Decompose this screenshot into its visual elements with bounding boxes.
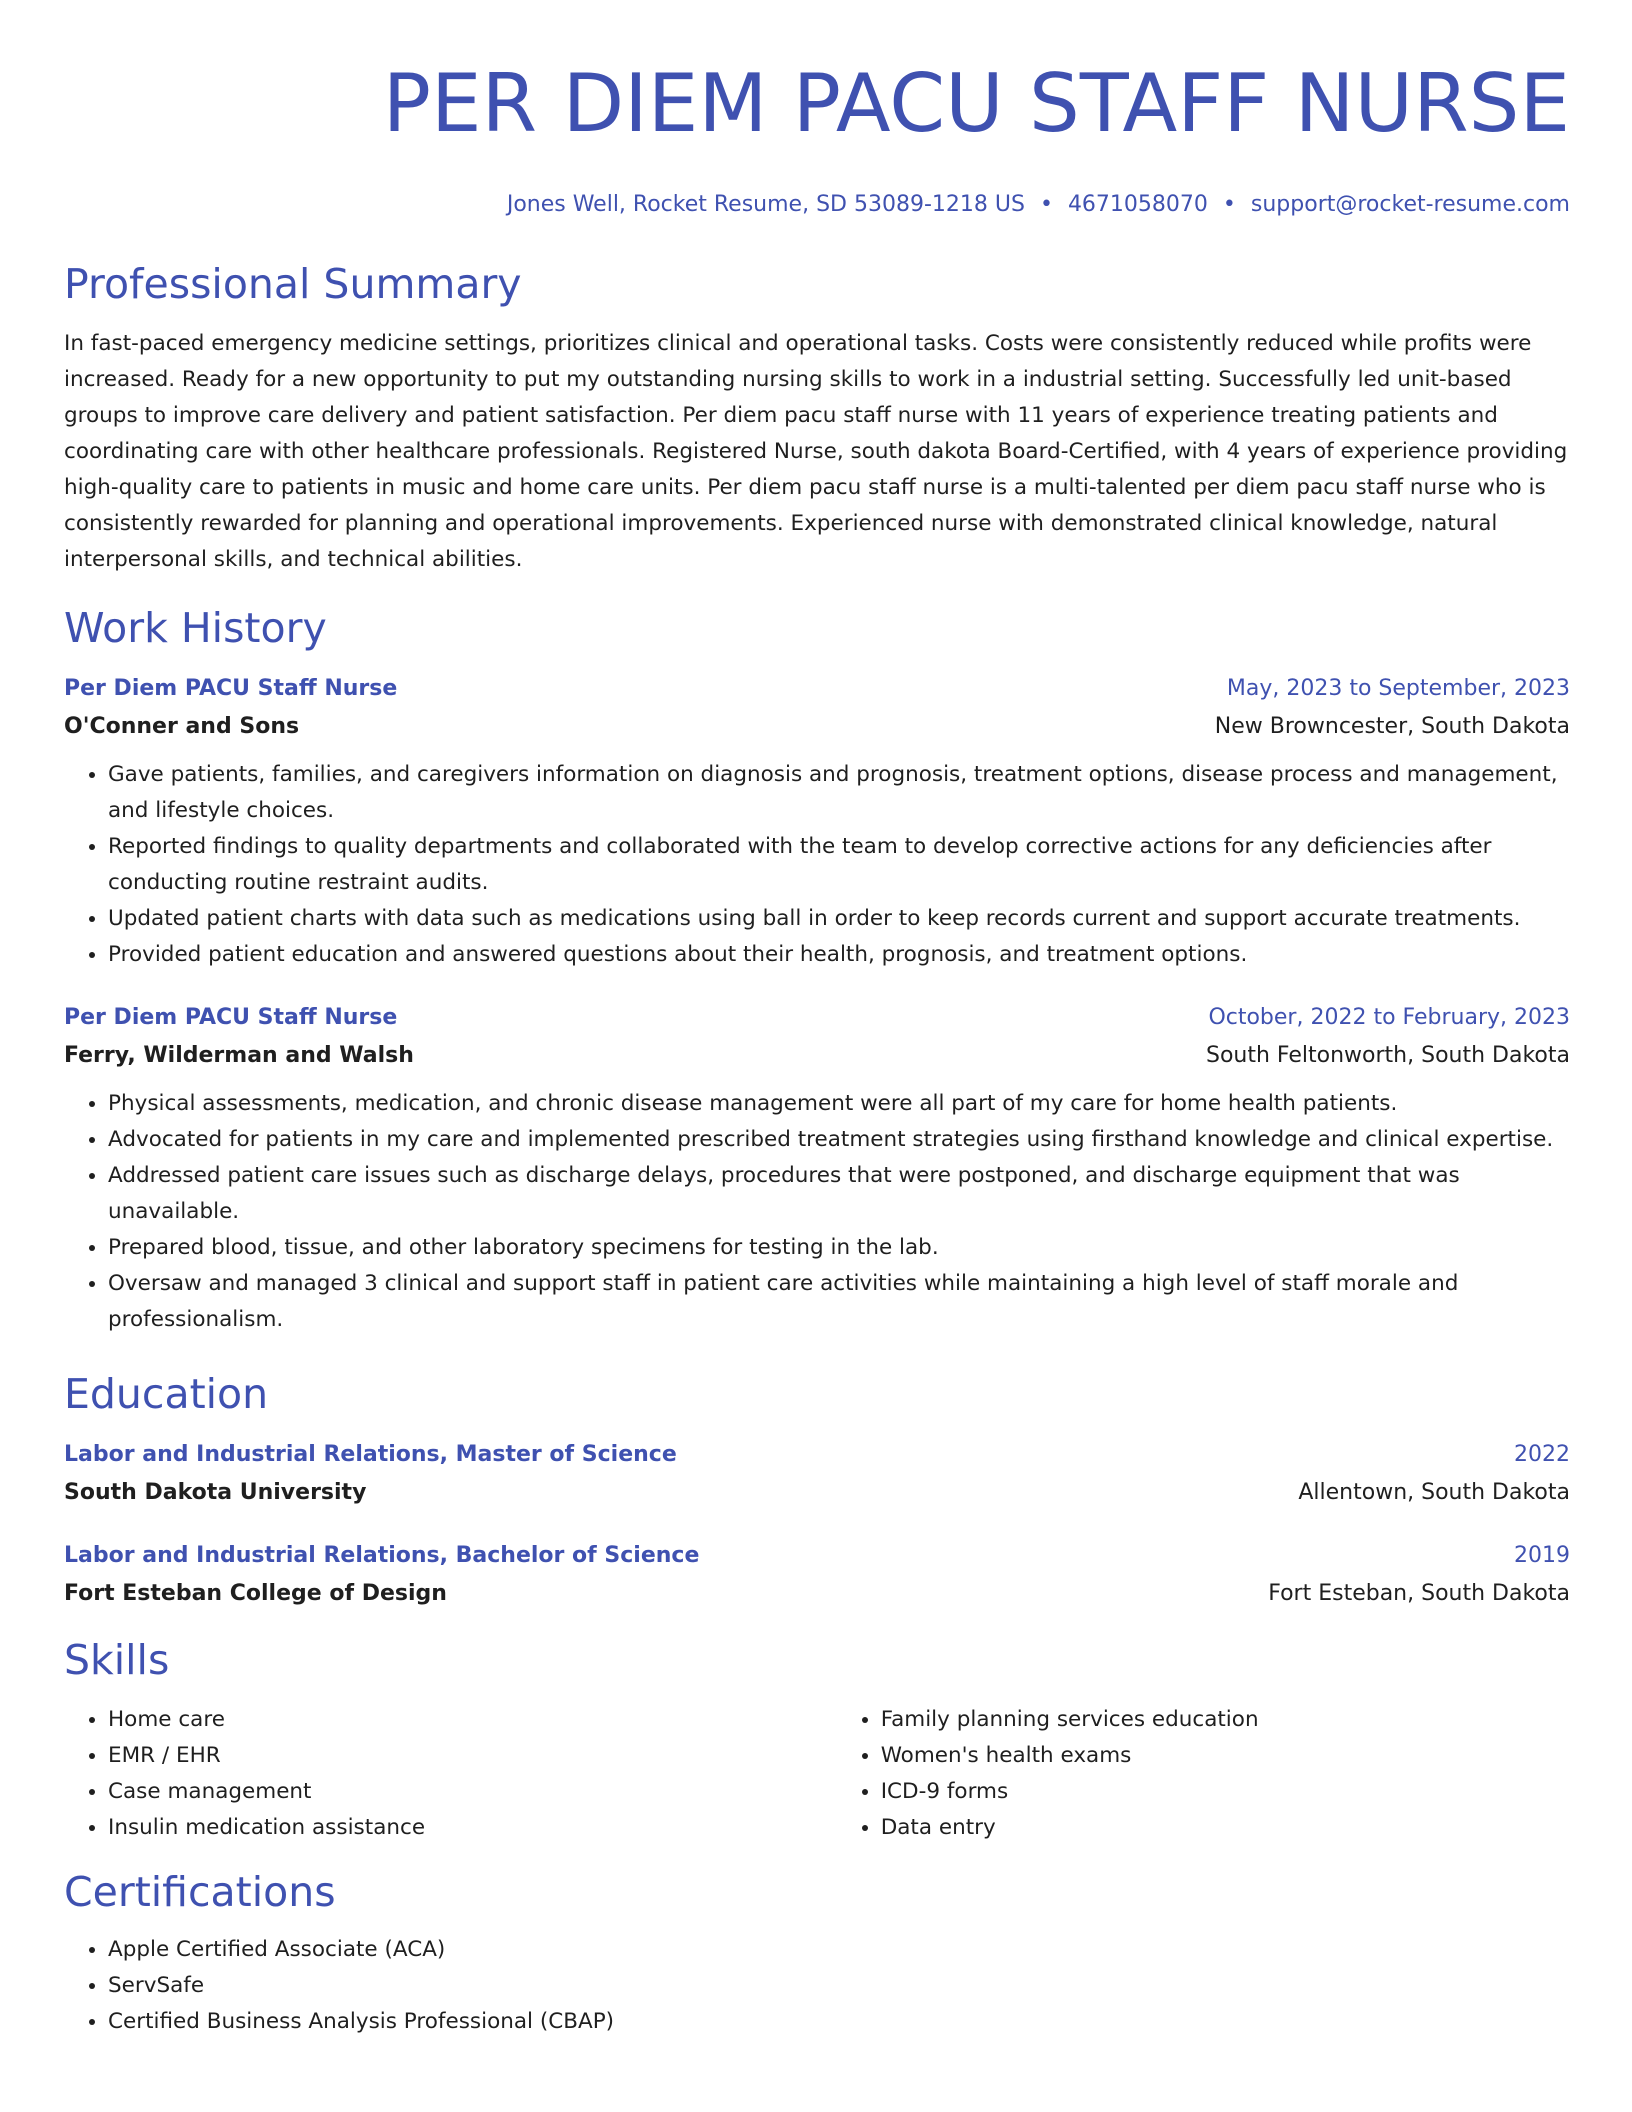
- list-item: • Women's health exams: [881, 1738, 1570, 1774]
- education-entry: [64, 1440, 1570, 1509]
- certifications-heading: Certifications: [64, 1868, 336, 1916]
- list-item: • Certified Business Analysis Professional (CBAP): [108, 2004, 1570, 2040]
- list-item: • ServSafe: [108, 1968, 1570, 2004]
- job-company: Ferry, Wilderman and Walsh: [64, 1043, 414, 1068]
- list-item: • Home care: [108, 1702, 837, 1738]
- job-company: O'Conner and Sons: [64, 714, 300, 739]
- list-item: • EMR / EHR: [108, 1738, 837, 1774]
- education-entry: [64, 1541, 1570, 1610]
- job-entry: [64, 674, 1570, 973]
- contact-separator: •: [1222, 192, 1236, 217]
- skills-column-2: [837, 1702, 1570, 1846]
- summary-text: In fast-paced emergency medicine settings, prioritizes clinical and operational tasks. Costs were consistently reduced while profits were increased. Ready for a new opportunity to put my outstanding nursing skills to work in a industrial setting. Successfully led unit-based groups to improve care delivery and patient satisfaction. Per diem pacu staff nurse with 11 years of experience treating patients and coordinating care with other healthcare professionals. Registered Nurse, south dakota Board-Certified, with 4 years of experience providing high-quality care to patients in music and home care units. Per diem pacu staff nurse is a multi-talented per diem pacu staff nurse who is consistently rewarded for planning and operational improvements. Experienced nurse with demonstrated clinical knowledge, natural interpersonal skills, and technical abilities.: [64, 331, 1568, 572]
- job-bullets: [64, 757, 1570, 973]
- list-item: • Gave patients, families, and caregivers information on diagnosis and prognosis, treatment options, disease process and management, and lifestyle choices.: [108, 757, 1570, 829]
- summary-heading: Professional Summary: [64, 260, 522, 308]
- contact-line: [64, 190, 1570, 220]
- job-dates: May, 2023 to September, 2023: [1226, 676, 1570, 701]
- job-bullets: [64, 1086, 1570, 1338]
- job-dates: October, 2022 to February, 2023: [1208, 1005, 1570, 1030]
- job-location: New Browncester, South Dakota: [1214, 714, 1570, 739]
- list-item: • Provided patient education and answered questions about their health, prognosis, and treatment options.: [108, 937, 1570, 973]
- contact-separator: •: [1039, 192, 1053, 217]
- contact-email: support@rocket-resume.com: [1250, 192, 1570, 217]
- list-item: • Family planning services education: [881, 1702, 1570, 1738]
- education-degree: Labor and Industrial Relations, Bachelor of Science: [64, 1543, 700, 1568]
- work-history-heading: Work History: [64, 604, 327, 652]
- education-location: Allentown, South Dakota: [1298, 1480, 1570, 1505]
- list-item: • Data entry: [881, 1810, 1570, 1846]
- list-item: • Apple Certified Associate (ACA): [108, 1932, 1570, 1968]
- job-role: Per Diem PACU Staff Nurse: [64, 1005, 398, 1030]
- list-item: • Addressed patient care issues such as discharge delays, procedures that were postponed, and discharge equipment that was unavailable.: [108, 1158, 1570, 1230]
- skills-column-1: [64, 1702, 837, 1846]
- education-year: 2019: [1514, 1543, 1570, 1568]
- list-item: • Oversaw and managed 3 clinical and support staff in patient care activities while maintaining a high level of staff morale and professionalism.: [108, 1266, 1570, 1338]
- education-location: Fort Esteban, South Dakota: [1268, 1581, 1570, 1606]
- education-degree: Labor and Industrial Relations, Master of Science: [64, 1442, 677, 1467]
- list-item: • ICD-9 forms: [881, 1774, 1570, 1810]
- resume-name: PER DIEM PACU STAFF NURSE: [382, 57, 1570, 150]
- education-heading: Education: [64, 1370, 269, 1418]
- job-entry: [64, 1003, 1570, 1338]
- list-item: • Physical assessments, medication, and chronic disease management were all part of my care for home health patients.: [108, 1086, 1570, 1122]
- job-role: Per Diem PACU Staff Nurse: [64, 676, 398, 701]
- education-year: 2022: [1514, 1442, 1570, 1467]
- contact-address: Jones Well, Rocket Resume, SD 53089-1218 US: [506, 192, 1025, 217]
- contact-phone: 4671058070: [1067, 192, 1208, 217]
- list-item: • Advocated for patients in my care and implemented prescribed treatment strategies using firsthand knowledge and clinical expertise.: [108, 1122, 1570, 1158]
- job-location: South Feltonworth, South Dakota: [1206, 1043, 1570, 1068]
- list-item: • Reported findings to quality departments and collaborated with the team to develop corrective actions for any deficiencies after conducting routine restraint audits.: [108, 829, 1570, 901]
- list-item: • Prepared blood, tissue, and other laboratory specimens for testing in the lab.: [108, 1230, 1570, 1266]
- certifications-list: [64, 1932, 1570, 2040]
- list-item: • Insulin medication assistance: [108, 1810, 837, 1846]
- skills-grid: [64, 1702, 1570, 1846]
- list-item: • Updated patient charts with data such as medications using ball in order to keep records current and support accurate treatments.: [108, 901, 1570, 937]
- education-school: Fort Esteban College of Design: [64, 1581, 447, 1606]
- skills-heading: Skills: [64, 1636, 170, 1684]
- education-school: South Dakota University: [64, 1480, 367, 1505]
- list-item: • Case management: [108, 1774, 837, 1810]
